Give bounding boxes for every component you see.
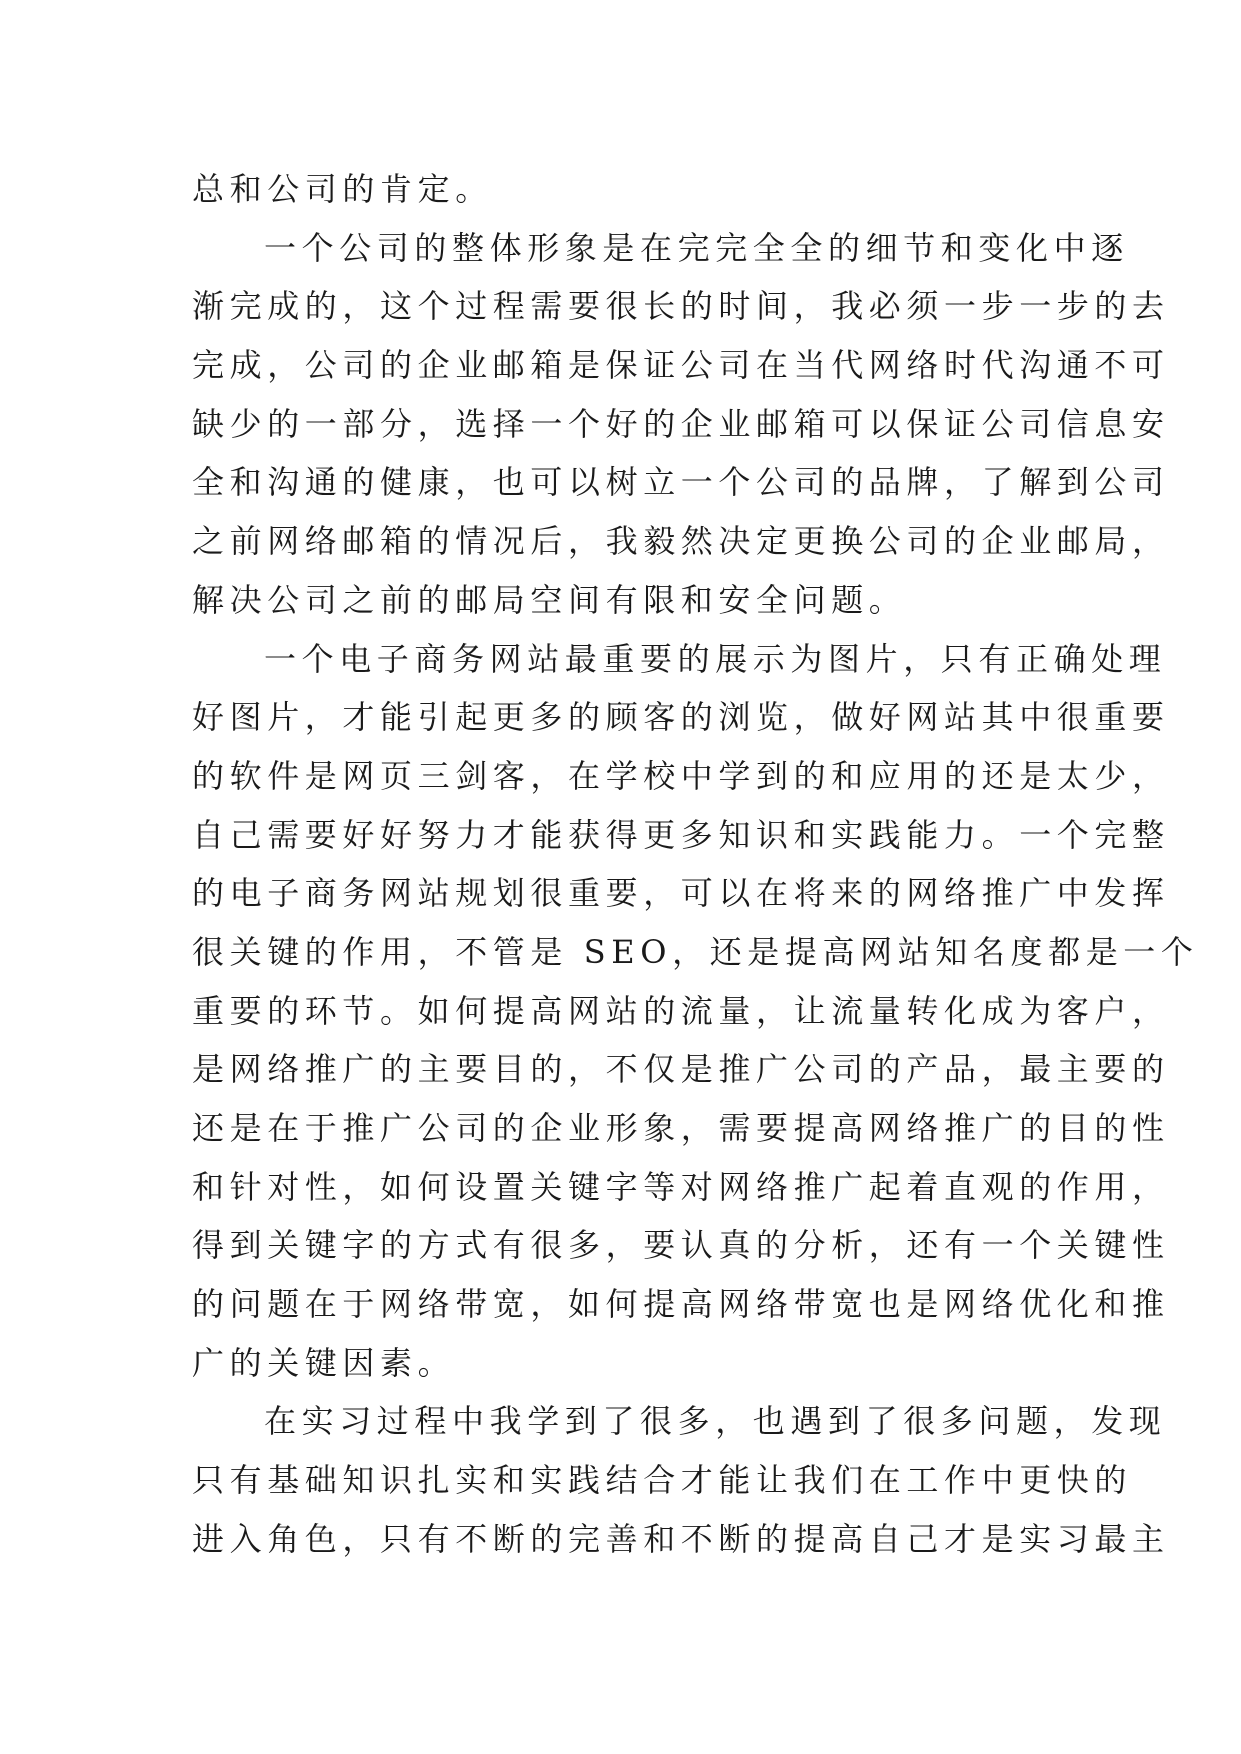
text-line: 是网络推广的主要目的，不仅是推广公司的产品，最主要的 — [192, 1050, 1170, 1089]
text-line: 进入角色，只有不断的完善和不断的提高自己才是实习最主 — [192, 1519, 1170, 1558]
text-line: 之前网络邮箱的情况后，我毅然决定更换公司的企业邮局， — [192, 522, 1170, 561]
text-line: 全和沟通的健康，也可以树立一个公司的品牌，了解到公司 — [192, 463, 1170, 502]
text-line: 完成，公司的企业邮箱是保证公司在当代网络时代沟通不可 — [192, 346, 1170, 385]
text-line: 一个公司的整体形象是在完完全全的细节和变化中逐 — [264, 228, 1129, 267]
text-line: 总和公司的肯定。 — [192, 170, 493, 208]
text-line: 还是在于推广公司的企业形象，需要提高网络推广的目的性 — [192, 1109, 1170, 1147]
text-line: 广的关键因素。 — [192, 1343, 456, 1382]
body-text — [192, 160, 1199, 1569]
text-line: 只有基础知识扎实和实践结合才能让我们在工作中更快的 — [192, 1461, 1133, 1500]
text-line: 的软件是网页三剑客，在学校中学到的和应用的还是太少， — [192, 756, 1170, 795]
text-line: 很关键的作用，不管是 SEO，还是提高网站知名度都是一个 — [192, 932, 1199, 971]
text-line: 重要的环节。如何提高网站的流量，让流量转化成为客户， — [192, 991, 1170, 1030]
text-line: 渐完成的，这个过程需要很长的时间，我必须一步一步的去 — [192, 287, 1170, 326]
text-line: 得到关键字的方式有很多，要认真的分析，还有一个关键性 — [192, 1226, 1170, 1265]
text-line: 和针对性，如何设置关键字等对网络推广起着直观的作用， — [192, 1167, 1170, 1206]
text-line: 自己需要好好努力才能获得更多知识和实践能力。一个完整 — [192, 815, 1170, 854]
text-line: 的电子商务网站规划很重要，可以在将来的网络推广中发挥 — [192, 874, 1170, 913]
text-line: 的问题在于网络带宽，如何提高网络带宽也是网络优化和推 — [192, 1285, 1170, 1324]
text-line: 在实习过程中我学到了很多，也遇到了很多问题，发现 — [264, 1402, 1167, 1441]
text-line: 解决公司之前的邮局空间有限和安全问题。 — [192, 580, 907, 619]
text-line: 缺少的一部分，选择一个好的企业邮箱可以保证公司信息安 — [192, 404, 1170, 443]
text-line: 一个电子商务网站最重要的展示为图片，只有正确处理 — [264, 639, 1167, 678]
text-line: 好图片，才能引起更多的顾客的浏览，做好网站其中很重要 — [192, 698, 1170, 737]
